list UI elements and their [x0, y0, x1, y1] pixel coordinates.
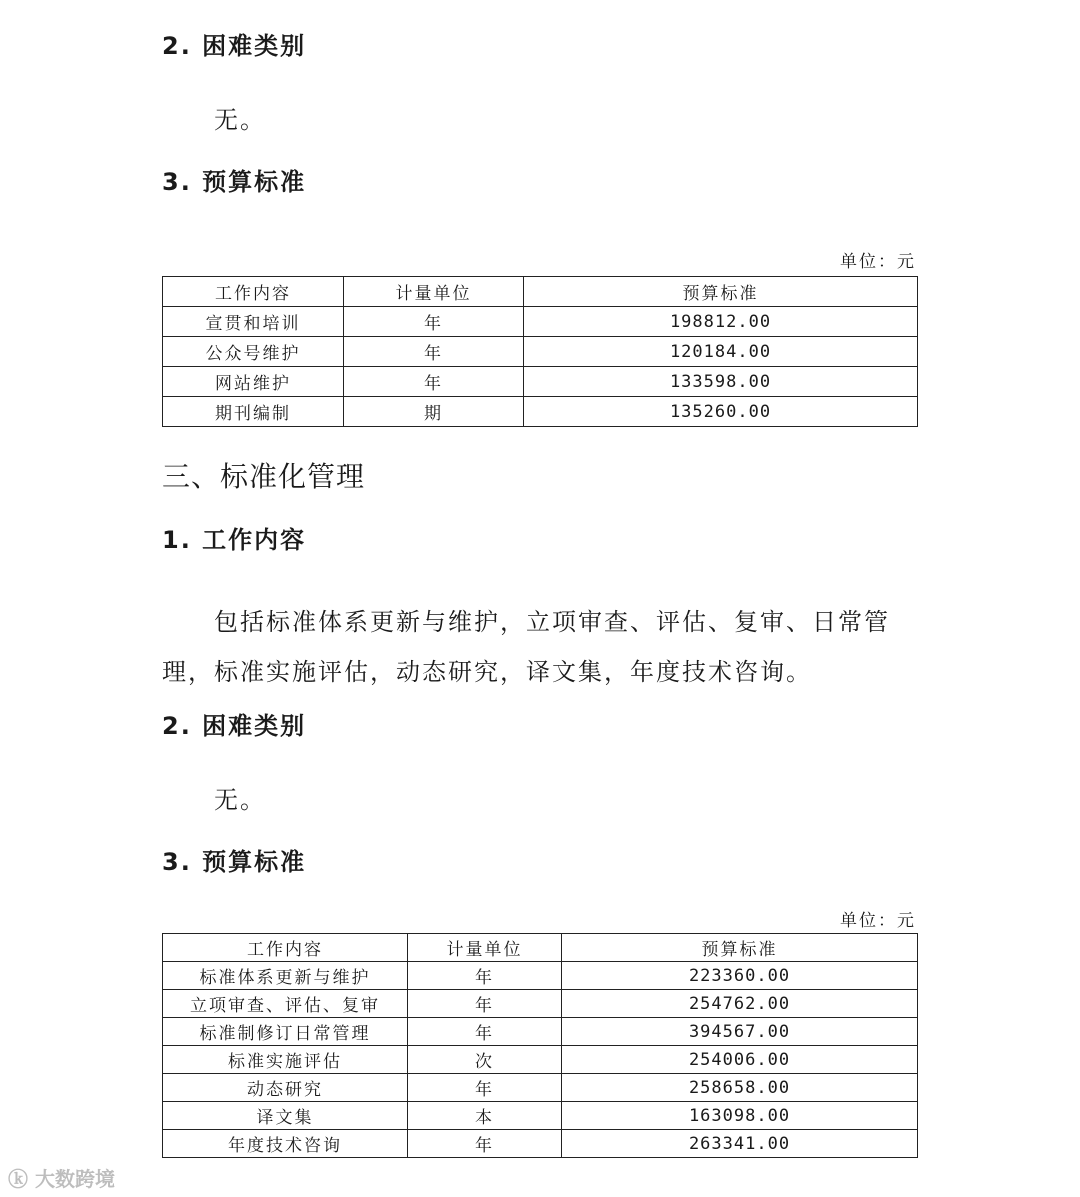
- header-cell: 工作内容: [163, 934, 408, 962]
- cell-content: 年度技术咨询: [163, 1130, 408, 1158]
- cell-unit: 本: [408, 1102, 562, 1130]
- table-row: [163, 1102, 918, 1130]
- cell-content: 公众号维护: [163, 337, 344, 367]
- header-cell: 计量单位: [408, 934, 562, 962]
- table-row: [163, 1018, 918, 1046]
- header-cell: 预算标准: [524, 277, 918, 307]
- cell-unit: 年: [344, 337, 524, 367]
- cell-content: 动态研究: [163, 1074, 408, 1102]
- cell-unit: 期: [344, 397, 524, 427]
- watermark-logo-icon: ⓚ: [8, 1167, 28, 1191]
- table-row: [163, 1074, 918, 1102]
- difficulty-heading-2: 2. 困难类别: [162, 712, 307, 740]
- cell-unit: 年: [408, 962, 562, 990]
- cell-unit: 年: [344, 307, 524, 337]
- watermark-text: 大数跨境: [34, 1167, 115, 1191]
- table-row: [163, 367, 918, 397]
- difficulty-text: 无。: [214, 106, 266, 134]
- table-row: [163, 1046, 918, 1074]
- table-row: [163, 337, 918, 367]
- cell-budget: 258658.00: [562, 1074, 918, 1102]
- cell-budget: 263341.00: [562, 1130, 918, 1158]
- cell-content: 标准制修订日常管理: [163, 1018, 408, 1046]
- cell-budget: 254762.00: [562, 990, 918, 1018]
- unit-note: 单位：元: [840, 252, 916, 272]
- cell-content: 标准体系更新与维护: [163, 962, 408, 990]
- cell-content: 网站维护: [163, 367, 344, 397]
- table-row: [163, 1130, 918, 1158]
- cell-unit: 年: [408, 1018, 562, 1046]
- budget-table-2: [162, 933, 918, 1158]
- budget-heading-2: 3. 预算标准: [162, 848, 307, 876]
- header-cell: 计量单位: [344, 277, 524, 307]
- difficulty-heading: 2. 困难类别: [162, 32, 307, 60]
- cell-content: 期刊编制: [163, 397, 344, 427]
- cell-unit: 年: [408, 990, 562, 1018]
- budget-table-1: [162, 276, 918, 427]
- cell-content: 立项审查、评估、复审: [163, 990, 408, 1018]
- cell-budget: 254006.00: [562, 1046, 918, 1074]
- watermark: [8, 1163, 115, 1192]
- cell-budget: 163098.00: [562, 1102, 918, 1130]
- difficulty-text-2: 无。: [214, 786, 266, 814]
- work-text: 包括标准体系更新与维护，立项审查、评估、复审、日常管理，标准实施评估，动态研究，译文集，年度技术咨询。: [162, 608, 890, 686]
- cell-content: 标准实施评估: [163, 1046, 408, 1074]
- table-row: [163, 307, 918, 337]
- header-cell: 工作内容: [163, 277, 344, 307]
- unit-note-2: 单位：元: [840, 911, 916, 931]
- cell-budget: 135260.00: [524, 397, 918, 427]
- budget-heading: 3. 预算标准: [162, 168, 307, 196]
- table-row: [163, 962, 918, 990]
- cell-budget: 120184.00: [524, 337, 918, 367]
- cell-content: 译文集: [163, 1102, 408, 1130]
- cell-unit: 年: [344, 367, 524, 397]
- work-heading: 1. 工作内容: [162, 526, 307, 554]
- cell-budget: 394567.00: [562, 1018, 918, 1046]
- cell-budget: 133598.00: [524, 367, 918, 397]
- cell-content: 宣贯和培训: [163, 307, 344, 337]
- header-cell: 预算标准: [562, 934, 918, 962]
- table-row: [163, 990, 918, 1018]
- table-header-row: [163, 934, 918, 962]
- cell-budget: 223360.00: [562, 962, 918, 990]
- cell-unit: 年: [408, 1130, 562, 1158]
- table-row: [163, 397, 918, 427]
- table-header-row: [163, 277, 918, 307]
- cell-unit: 次: [408, 1046, 562, 1074]
- cell-unit: 年: [408, 1074, 562, 1102]
- cell-budget: 198812.00: [524, 307, 918, 337]
- section-title: 三、标准化管理: [162, 460, 366, 493]
